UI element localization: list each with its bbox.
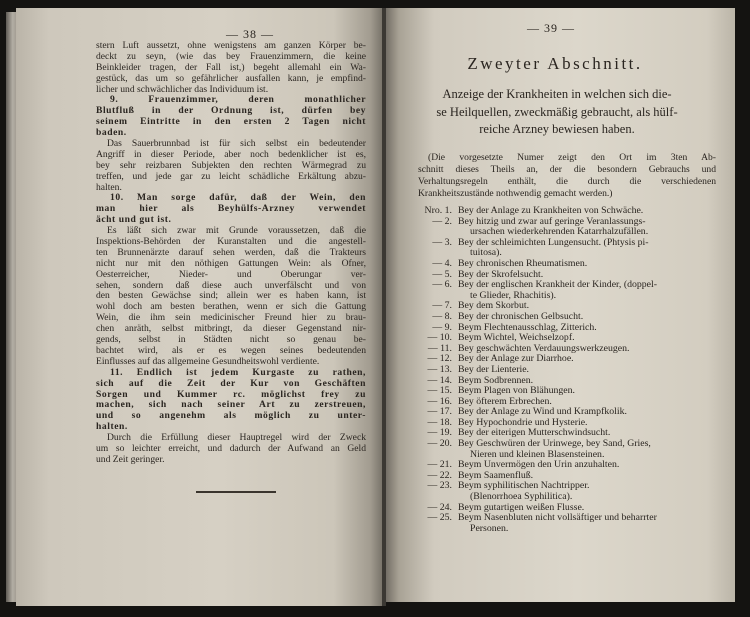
item-number: — 17. [427,406,452,418]
text-line: gestück, das um so gefährlicher ausfallen kann, je empfind- [96,72,366,84]
item-line: Bey der Skrofelsucht. [458,268,544,280]
item-number: — 11. [427,342,452,354]
text-line: sich auf die Zeit der Kur von Geschäften [96,377,366,389]
text-line: treffen, und jede gar zu leicht schädliche Erkältung abzu- [96,170,366,182]
item-number: — 6. [432,279,452,291]
item-line: te Glieder, Rhachitis). [470,289,557,301]
text-line: ächt und gut ist. [96,214,172,226]
list-item [412,312,722,323]
item-text [458,217,722,238]
text-line: baden. [96,127,127,139]
item-line: ursachen wiederkehrenden Katarrhalzufällen. [470,226,649,238]
item-number: — 21. [427,459,452,471]
list-item [412,439,722,460]
paragraph-continuation [96,41,366,95]
text-line: schnitt dieses Theils an, der die besondern Gebrauchs und [418,164,716,175]
item-line: Bey Geschwüren der Urinwege, bey Sand, Gries, [458,438,651,450]
text-line: se Heilquellen, zweckmäßig gebraucht, als hülf- [436,104,678,119]
text-line: nicht nur mit den nöthigen Gattungen Wein: als Ofner, [96,257,366,269]
item-line: Bey chronischen Rheumatismen. [458,257,588,269]
text-line: 9. Frauenzimmer, deren monathlicher [110,94,366,106]
text-line: Verhaltungsregeln enthält, die durch die verschiedenen [418,176,716,187]
item-number: — 5. [432,268,452,280]
text-line: Angriff in dieser Periode, aber noch bedenklicher ist es, [96,148,366,160]
left-page-text [96,41,366,466]
item-line: Bey der schleimichten Lungensucht. (Phtysis pi- [458,236,649,248]
item-number: Nro. 1. [424,205,452,216]
item-line: (Blenorrhoea Syphilitica). [470,491,573,503]
item-line: tuitosa). [470,247,502,259]
text-line: bey sehr reizbaren Subjekten den rechten Wärmegrad zu [96,159,366,171]
item-line: Bey der chronischen Gelbsucht. [458,310,584,322]
item-text [458,206,722,217]
item-number: — 12. [427,353,452,365]
item-line: Bey der Lienterie. [458,363,529,375]
item-line: Bey geschwächten Verdauungswerkzeugen. [458,342,630,354]
item-number: — 8. [432,310,452,322]
list-item [412,481,722,502]
item-number: — 19. [427,427,452,439]
item-number: — 24. [427,501,452,513]
item-number: — 9. [432,321,452,333]
item-line: Nieren und kleinen Blasensteinen. [470,448,605,460]
item-line: Beym Sodbrennen. [458,374,534,386]
item-number: — 13. [427,363,452,375]
item-number: — 15. [427,385,452,397]
section-subtitle [402,86,712,139]
text-line: Krankheitszustände nothwendig gemacht werden.) [418,188,613,199]
item-line: Bey der eiterigen Mutterschwindsucht. [458,427,611,439]
item-number: — 4. [432,257,452,269]
text-line: den besten Gewächse sind; allein wer es haben kann, ist [96,290,366,302]
list-item [412,206,722,217]
list-item [412,217,722,238]
text-line: reiche Arzney bewiesen haben. [479,122,635,136]
item-number: — 7. [432,300,452,312]
text-line: Anzeige der Krankheiten in welchen sich die- [442,87,672,101]
text-line: Wein, die ihm sein medicinischer Freund hier zu brau- [96,312,366,324]
text-line: stern Luft aussetzt, ohne wenigstens am ganzen Körper be- [96,40,366,51]
item-number: — 25. [427,512,452,524]
text-line: deckt zu seyn, (wie das bey Frauenzimmern, die keine [96,50,366,62]
text-line: halten. [96,421,128,433]
text-line: wohl doch am besten berathen, wenn er sich die Gattung [96,301,366,313]
item-number: — 2. [432,215,452,227]
text-line: Sorgen und Kummer rc. möglichst frey zu [96,388,366,400]
item-line: Personen. [470,522,509,534]
item-line: Beym Wichtel, Weichselzopf. [458,332,575,344]
text-line: Inspektions-Behörden der Kuranstalten und die angestell- [96,236,366,248]
item-text [458,259,722,270]
item-line: Beym syphilitischen Nachtripper. [458,480,590,492]
section-end-rule [196,491,276,493]
item-line: Beym Unvermögen den Urin anzuhalten. [458,459,620,471]
text-line: und Zeit geringer. [96,453,165,465]
text-line: licher und schwächlicher das Individuum ist. [96,83,269,95]
item-line: Beym Saamenfluß. [458,469,534,481]
item-text [458,439,722,460]
item-line: Beym Nasenbluten nicht vollsäftiger und beharrter [458,512,657,524]
text-line: Oesterreicher, Nieder- und Oberungar ver- [96,268,366,280]
rule-10 [96,193,366,226]
item-number: — 16. [427,395,452,407]
text-line: seinem Eintritte in den ersten 2 Tagen nicht [96,116,366,128]
text-line: Blutfluß in der Ordnung ist, dürfen bey [96,105,366,117]
item-line: Bey der englischen Krankheit der Kinder, (doppel- [458,279,658,291]
item-number: — 22. [427,469,452,481]
text-line: Einflusses auf das allgemeine Gesundheitswohl verdiente. [96,355,320,367]
item-text [458,365,722,376]
item-line: Beym Plagen von Blähungen. [458,385,576,397]
item-text [458,513,722,534]
list-item [412,280,722,301]
text-line: (Die vorgesetzte Numer zeigt den Ort im 3ten Ab- [428,152,716,163]
text-line: halten. [96,181,122,193]
text-line: ten Brunnenärzte darauf sehen werden, daß die Trakteurs [96,246,366,258]
item-line: Bey öfterem Erbrechen. [458,395,552,407]
list-item [412,259,722,270]
item-line: Beym gutartigen weißen Flusse. [458,501,585,513]
paragraph-wine [96,226,366,368]
text-line: chen anräth, selbst mitbringt, da dieser Gegenstand nir- [96,323,366,335]
item-number: — 20. [427,438,452,450]
item-line: Bey Hypochondrie und Hysterie. [458,416,588,428]
page-number-right: — 39 — [527,21,575,36]
text-line: machen, sich nach seiner Art zu zerstreuen, [96,399,366,411]
item-number: — 18. [427,416,452,428]
rule-9 [96,95,366,139]
text-line: und so angenehm als möglich zu unter- [96,410,366,422]
text-line: um so leichter erreicht, und dadurch der Aufwand an Geld [96,442,366,454]
page-number-left: — 38 — [226,27,274,42]
item-text [458,280,722,301]
book-spine [382,8,386,606]
item-line: Beym Flechtenausschlag, Zitterich. [458,321,597,333]
item-number: — 3. [432,236,452,248]
text-line: Das Sauerbrunnbad ist für sich selbst ein bedeutender [107,138,366,150]
paragraph-sauerbrunnbad [96,139,366,193]
item-number: — 10. [427,332,452,344]
text-line: Beinkleider tragen, der Fall ist,) begeht allemahl ein Wa- [96,61,366,73]
item-number: — 14. [427,374,452,386]
list-item [412,365,722,376]
item-line: Bey dem Skorbut. [458,300,530,312]
list-item [412,513,722,534]
item-number: — 23. [427,480,452,492]
section-note [418,152,716,200]
rule-11 [96,368,366,433]
section-heading: Zweyter Abschnitt. [467,54,643,73]
text-line: 10. Man sorge dafür, daß der Wein, den [110,192,366,204]
text-line: Es läßt sich zwar mit Grunde voraussetzen, daß die [107,225,366,237]
item-line: Bey hitzig und zwar auf geringe Veranlassungs- [458,215,646,227]
text-line: bachtet wird, als er es wegen seines bedeutenden [96,344,366,356]
item-line: Bey der Anlage zur Diarrhoe. [458,353,574,365]
text-line: 11. Endlich ist jedem Kurgaste zu rathen, [110,366,366,378]
item-text [458,238,722,259]
list-item [412,238,722,259]
text-line: man hier als Beyhülfs-Arzney verwendet [96,203,366,215]
item-text [458,312,722,323]
paragraph-conclusion [96,433,366,466]
item-line: Bey der Anlage zu Wind und Krampfkolik. [458,406,627,418]
item-text [458,481,722,502]
text-line: Durch die Erfüllung dieser Hauptregel wird der Zweck [107,432,366,444]
item-line: Bey der Anlage zu Krankheiten von Schwäche. [458,205,644,216]
text-line: gends, selbst in Städten nicht so genau be- [96,334,366,346]
disease-list [412,206,722,534]
text-line: sehen, sondern daß diese auch unverfälscht und von [96,279,366,291]
